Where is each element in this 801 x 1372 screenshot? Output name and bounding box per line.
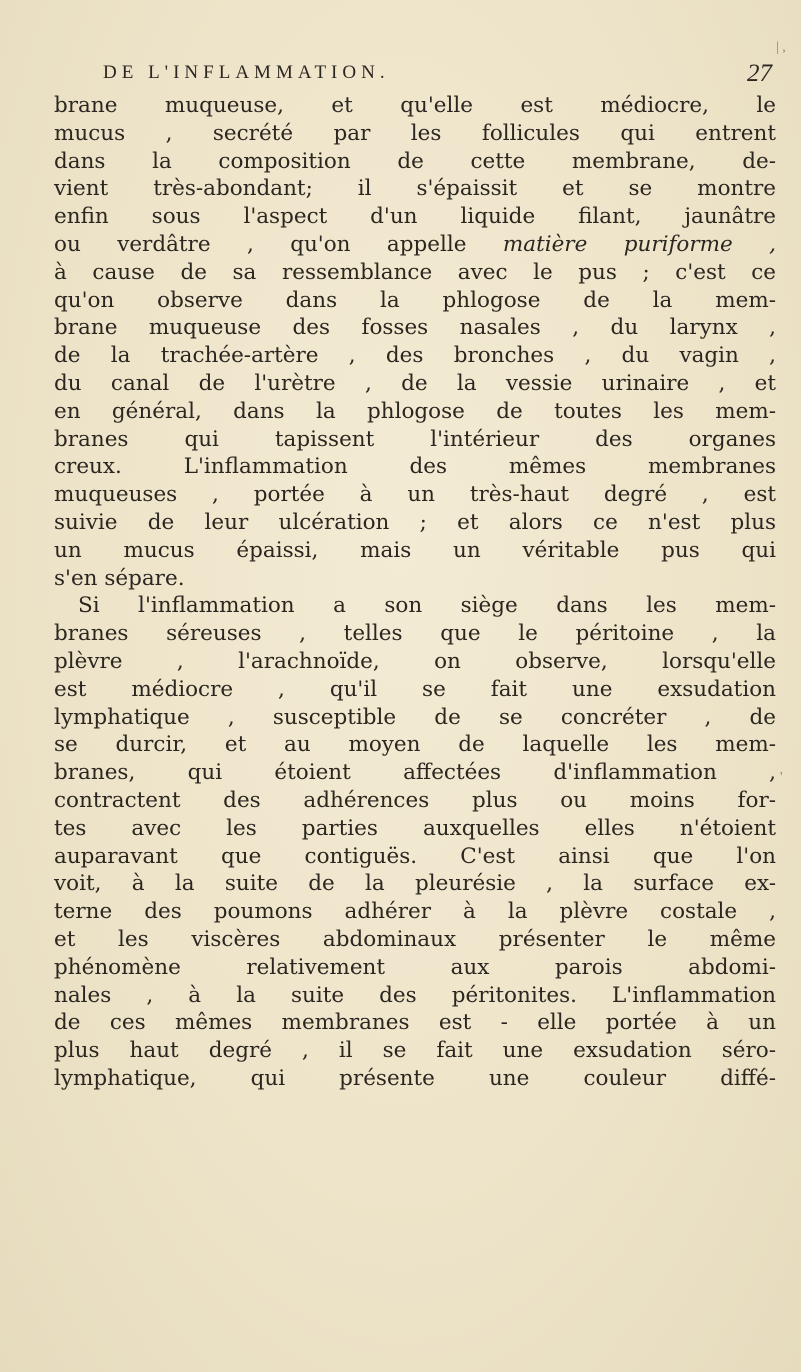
text-line: vient très-abondant; il s'épaissit et se montre: [54, 176, 776, 202]
text-line: dans la composition de cette membrane, de-: [54, 148, 776, 174]
text-line: plus haut degré , il se fait une exsudation séro-: [54, 1038, 776, 1064]
text-line: contractent des adhérences plus ou moins for-: [54, 787, 776, 813]
paragraph-end-line: s'en sépare.: [54, 565, 185, 591]
text-line: brane muqueuse, et qu'elle est médiocre, le: [54, 93, 776, 118]
running-head: DE L'INFLAMMATION.: [103, 62, 390, 83]
text-line: brane muqueuse des fosses nasales , du larynx ,: [54, 315, 776, 341]
text-line: enfin sous l'aspect d'un liquide filant, jaunâtre: [54, 204, 776, 230]
text-line: mucus , secrété par les follicules qui entrent: [54, 120, 776, 146]
body-text: [54, 92, 776, 1093]
text-line: tes avec les parties auxquelles elles n'étoient: [54, 815, 776, 841]
text-line: qu'on observe dans la phlogose de la mem-: [54, 287, 776, 313]
text-line: phénomène relativement aux parois abdomi-: [54, 954, 776, 980]
text-line: lymphatique , susceptible de se concréter , de: [54, 704, 776, 730]
text-line: et les viscères abdominaux présenter le même: [54, 926, 776, 952]
text-line: de la trachée-artère , des bronches , du vagin ,: [54, 343, 776, 369]
text-line: suivie de leur ulcération ; et alors ce n'est plus: [54, 509, 776, 535]
text-line: creux. L'inflammation des mêmes membranes: [54, 454, 776, 480]
text-line: est médiocre , qu'il se fait une exsudation: [54, 676, 776, 702]
text-line: auparavant que contiguës. C'est ainsi que l'on: [54, 843, 776, 869]
text-line: branes qui tapissent l'intérieur des organes: [54, 426, 776, 452]
text-line: terne des poumons adhérer à la plèvre costale ,: [54, 899, 776, 925]
margin-tick: ': [780, 770, 783, 785]
page-number: 27: [747, 60, 772, 87]
text-line: branes séreuses , telles que le péritoine , la: [54, 621, 776, 647]
text-line: en général, dans la phlogose de toutes les mem-: [54, 398, 776, 424]
margin-tick: | ,: [776, 40, 786, 55]
text-line: se durcir, et au moyen de laquelle les mem-: [54, 732, 776, 758]
text-line: un mucus épaissi, mais un véritable pus qui: [54, 537, 776, 563]
text-span: ou verdâtre , qu'on appelle: [54, 231, 467, 257]
text-line-with-italic: [54, 231, 776, 259]
text-line: branes, qui étoient affectées d'inflammation ,: [54, 760, 776, 786]
text-line: lymphatique, qui présente une couleur diffé-: [54, 1065, 776, 1091]
text-line: à cause de sa ressemblance avec le pus ; c'est ce: [54, 259, 776, 285]
italic-term: matière puriforme ,: [502, 231, 776, 257]
text-line: du canal de l'urètre , de la vessie urinaire , et: [54, 370, 776, 396]
text-line: nales , à la suite des péritonites. L'inflammation: [54, 982, 776, 1008]
text-line: voit, à la suite de la pleurésie , la surface ex-: [54, 871, 776, 897]
text-line: de ces mêmes membranes est - elle portée à un: [54, 1010, 776, 1036]
text-line: plèvre , l'arachnoïde, on observe, lorsqu'elle: [54, 648, 776, 674]
paragraph-start-line: Si l'inflammation a son siège dans les mem-: [78, 593, 776, 619]
text-line: muqueuses , portée à un très-haut degré , est: [54, 482, 776, 508]
